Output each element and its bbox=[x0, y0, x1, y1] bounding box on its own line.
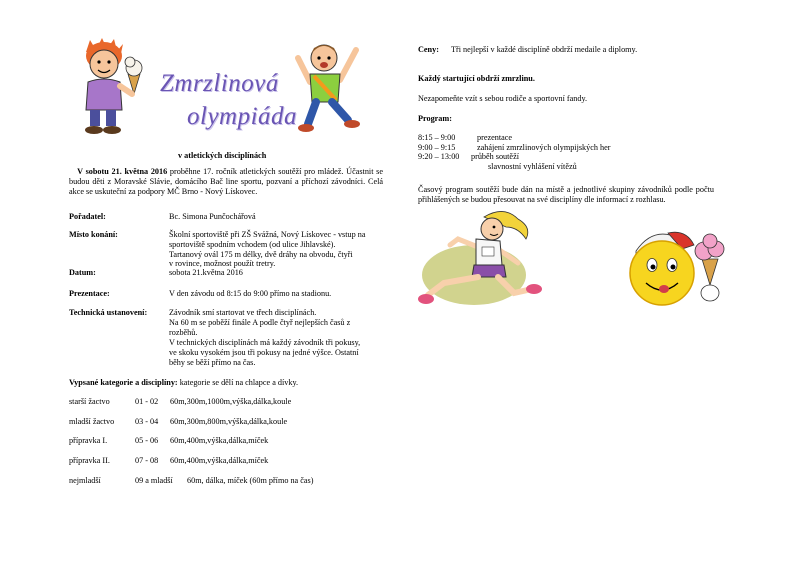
subtitle: v atletických disciplínách bbox=[178, 151, 267, 160]
technical-label: Technická ustanovení: bbox=[69, 308, 148, 317]
program-item: zahájení zmrzlinových olympijských her bbox=[477, 143, 611, 152]
venue-line: Školní sportoviště při ZŠ Svážná, Nový Lískovec - vstup na bbox=[169, 230, 366, 239]
category-disciplines: 60m,400m,výška,dálka,míček bbox=[170, 456, 269, 465]
program-item: slavnostní vyhlášení vítězů bbox=[488, 162, 577, 171]
categories-heading bbox=[69, 378, 298, 388]
venue-label: Místo konání: bbox=[69, 230, 118, 239]
category-disciplines: 60m,300m,800m,výška,dálka,koule bbox=[170, 417, 288, 426]
category-years: 07 - 08 bbox=[135, 456, 159, 465]
category-name: mladší žactvo bbox=[69, 417, 115, 426]
technical-line: běhy se běží přímo na čas. bbox=[169, 358, 256, 367]
category-years: 05 - 06 bbox=[135, 436, 159, 445]
technical-line: V technických disciplínách má každý závodník tři pokusy, bbox=[169, 338, 361, 347]
program-time: 9:20 – 13:00 bbox=[418, 152, 460, 161]
organizer-label: Pořadatel: bbox=[69, 212, 106, 221]
intro-date: V sobotu 21. května 2016 bbox=[77, 167, 168, 176]
title-line-1: Zmrzlinová bbox=[160, 70, 279, 97]
prizes-label: Ceny: bbox=[418, 45, 439, 54]
title-line-2: olympiáda bbox=[187, 103, 298, 130]
technical-line: Závodník smí startovat ve třech disciplínách. bbox=[169, 308, 317, 317]
category-years: 03 - 04 bbox=[135, 417, 159, 426]
program-time: 9:00 – 9:15 bbox=[418, 143, 456, 152]
categories-note: kategorie se dělí na chlapce a dívky. bbox=[177, 378, 299, 387]
reminder-text: Nezapomeňte vzít s sebou rodiče a sportovní fandy. bbox=[418, 94, 588, 103]
intro-text: proběhne 17. ročník atletických soutěží pro mládež. Účastnit se budou děti z Moravské Slávie, domácího Bač line sportu, pozvaní a příchozí závodníci. Celá akce se uskuteční za podpory MČ Brno - Nový Lískovec. bbox=[69, 167, 383, 196]
category-disciplines: 60m, dálka, míček (60m přímo na čas) bbox=[187, 476, 314, 485]
category-name: nejmladší bbox=[69, 476, 101, 485]
category-disciplines: 60m,400m,výška,dálka,míček bbox=[170, 436, 269, 445]
presentation-label: Prezentace: bbox=[69, 289, 110, 298]
category-name: přípravka II. bbox=[69, 456, 110, 465]
running-girl-icon bbox=[414, 205, 544, 311]
intro-paragraph bbox=[69, 167, 383, 197]
program-label: Program: bbox=[418, 114, 452, 123]
presentation-value: V den závodu od 8:15 do 9:00 přímo na stadionu. bbox=[169, 289, 332, 298]
venue-line: Tartanový ovál 175 m délky, dvě dráhy na obvodu, čtyři bbox=[169, 250, 353, 259]
venue-line: v rovince, možnost použít tretry. bbox=[169, 259, 276, 268]
organizer-value: Bc. Simona Punčochářová bbox=[169, 212, 256, 221]
category-years: 01 - 02 bbox=[135, 397, 159, 406]
prizes-text: Tři nejlepší v každé disciplíně obdrží medaile a diplomy. bbox=[451, 45, 638, 54]
technical-line: ve skoku vysokém jsou tři pokusy na jedné výšce. Ostatní bbox=[169, 348, 359, 357]
categories-title: Vypsané kategorie a disciplíny: bbox=[69, 378, 178, 387]
boy-with-ice-cream-icon bbox=[76, 38, 154, 136]
every-starter-note: Každý startující obdrží zmrzlinu. bbox=[418, 74, 535, 83]
cheering-boy-icon bbox=[294, 36, 366, 136]
program-item: průběh soutěží bbox=[471, 152, 519, 161]
schedule-note: Časový program soutěží bude dán na místě a jednotlivé skupiny závodníků podle počtu přihlášených se budou přesouvat na své disciplíny dle informací z rozhlasu. bbox=[418, 185, 714, 204]
venue-line: sportoviště spodním vchodem (od ulice Jihlavské). bbox=[169, 240, 336, 249]
program-time: 8:15 – 9:00 bbox=[418, 133, 456, 142]
technical-line: Na 60 m se poběží finále A podle čtyř nejlepších časů z bbox=[169, 318, 351, 327]
category-years: 09 a mladší bbox=[135, 476, 173, 485]
technical-line: rozběhů. bbox=[169, 328, 198, 337]
category-name: přípravka I. bbox=[69, 436, 108, 445]
smiley-with-ice-cream-icon bbox=[620, 225, 730, 313]
category-name: starší žactvo bbox=[69, 397, 110, 406]
program-item: prezentace bbox=[477, 133, 512, 142]
category-disciplines: 60m,300m,1000m,výška,dálka,koule bbox=[170, 397, 292, 406]
date-label: Datum: bbox=[69, 268, 96, 277]
date-value: sobota 21.května 2016 bbox=[169, 268, 243, 277]
